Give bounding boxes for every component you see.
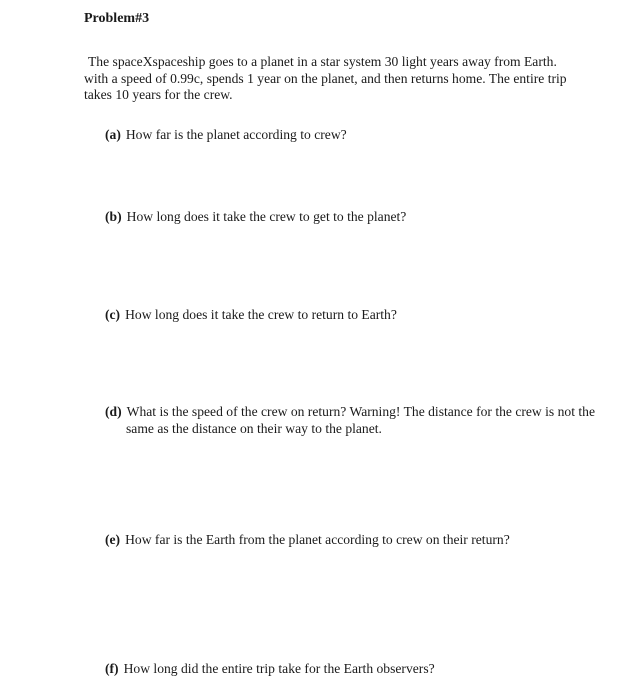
question-d <box>105 403 620 437</box>
question-text: How long did the entire trip take for the Earth observers? <box>123 661 435 676</box>
question-f <box>105 660 620 677</box>
question-text: How long does it take the crew to get to the planet? <box>126 209 407 224</box>
problem-statement <box>84 54 604 104</box>
statement-line-2: with a speed of 0.99c, spends 1 year on the planet, and then returns home. The entire trip <box>84 70 567 86</box>
question-text: What is the speed of the crew on return? Warning! The distance for the crew is not the <box>126 404 595 419</box>
question-label: (f) <box>105 661 119 676</box>
question-label: (b) <box>105 209 122 224</box>
question-text: How far is the planet according to crew? <box>125 127 347 142</box>
problem-title: Problem#3 <box>84 11 150 26</box>
question-e <box>105 531 620 548</box>
statement-line-1: The spaceXspaceship goes to a planet in a star system 30 light years away from Earth. <box>88 54 557 69</box>
question-label: (d) <box>105 404 122 419</box>
statement-line-3: takes 10 years for the crew. <box>84 87 233 102</box>
question-label: (c) <box>105 307 121 322</box>
question-label: (e) <box>105 532 121 547</box>
question-text: How long does it take the crew to return to Earth? <box>125 307 397 322</box>
question-text: How far is the Earth from the planet according to crew on their return? <box>125 532 510 547</box>
question-text-continued: same as the distance on their way to the planet. <box>126 421 382 436</box>
question-a <box>105 126 620 143</box>
question-b <box>105 208 620 225</box>
question-label: (a) <box>105 127 121 142</box>
question-c <box>105 306 620 323</box>
